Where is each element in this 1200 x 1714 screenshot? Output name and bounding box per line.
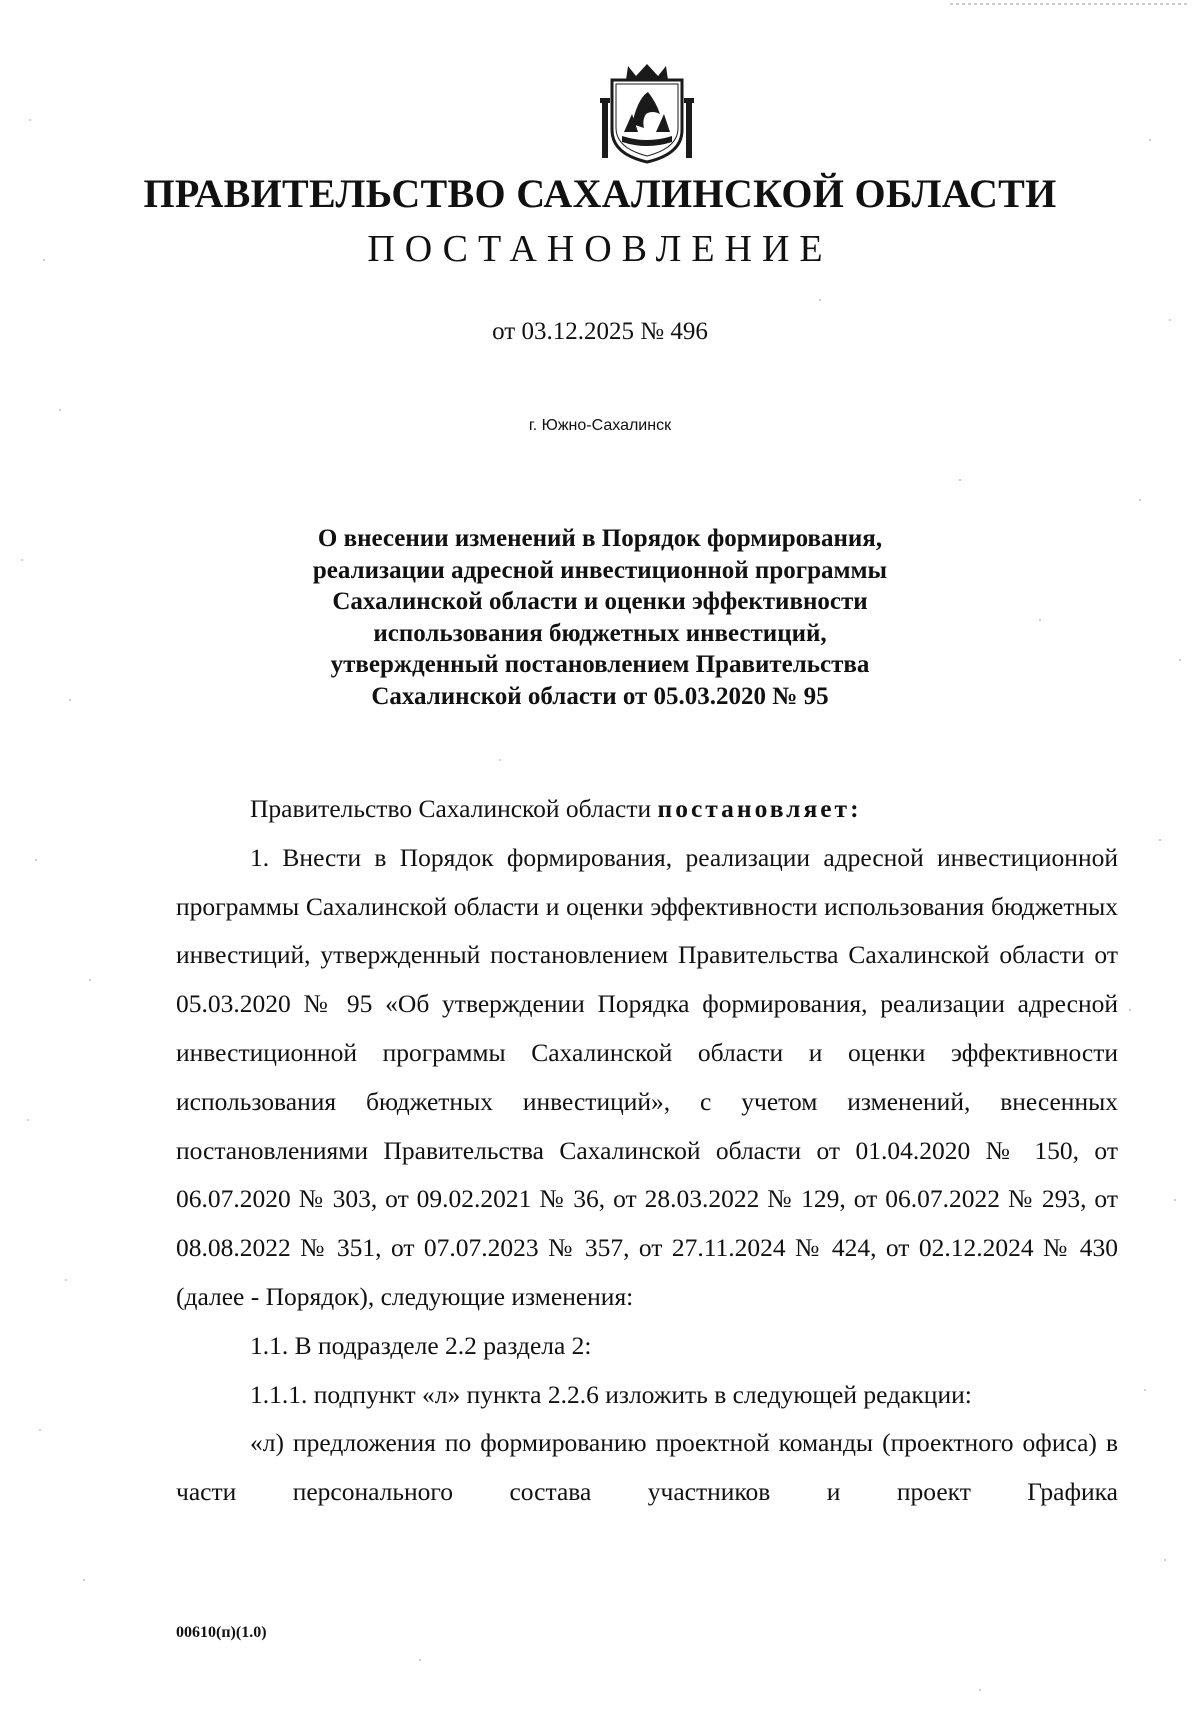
- form-code: 00610(п)(1.0): [176, 1624, 267, 1641]
- subject-line: использования бюджетных инвестиций,: [373, 619, 827, 647]
- subject-line: реализации адресной инвестиционной программы: [312, 556, 888, 584]
- subject-line: О внесении изменений в Порядок формирования,: [317, 525, 883, 552]
- coat-of-arms-icon: [598, 62, 696, 164]
- preamble: [176, 785, 1118, 834]
- subject-line: утвержденный постановлением Правительства: [330, 651, 870, 678]
- paragraph-1: 1. Внести в Порядок формирования, реализации адресной инвестиционной программы Сахалинской области и оценки эффективности использования бюджетных инвестиций, утвержденный постановлением Правительства Сахалинской области от 05.03.2020 № 95 «Об утверждении Порядка формирования, реализации адресной инвестиционной программы Сахалинской области и оценки эффективности использования бюджетных инвестиций», с учетом изменений, внесенных постановлениями Правительства Сахалинской области от 01.04.2020 № 150, от 06.07.2020 № 303, от 09.02.2021 № 36, от 28.03.2022 № 129, от 06.07.2022 № 293, от 08.08.2022 № 351, от 07.07.2023 № 357, от 27.11.2024 № 424, от 02.12.2024 № 430 (далее - Порядок), следующие изменения:: [176, 842, 1118, 1311]
- preamble-text: Правительство Сахалинской области: [250, 794, 658, 823]
- subject-line: Сахалинской области и оценки эффективности: [332, 588, 868, 615]
- subject-line: Сахалинской области от 05.03.2020 № 95: [371, 682, 829, 710]
- document-body: [176, 785, 1118, 1517]
- preamble-keyword: постановляет:: [657, 794, 862, 823]
- document-place: г. Южно-Сахалинск: [528, 417, 672, 434]
- document-subject: [290, 523, 910, 712]
- paragraph-1-1-1: 1.1.1. подпункт «л» пункта 2.2.6 изложить в следующей редакции:: [250, 1379, 972, 1409]
- organization-title: ПРАВИТЕЛЬСТВО САХАЛИНСКОЙ ОБЛАСТИ: [143, 171, 1057, 216]
- paragraph-1-1: 1.1. В подразделе 2.2 раздела 2:: [250, 1330, 592, 1360]
- document-date-number: от 03.12.2025 № 496: [492, 318, 708, 345]
- document-type: ПОСТАНОВЛЕНИЕ: [367, 228, 833, 270]
- paragraph-l: «л) предложения по формированию проектной команды (проектного офиса) в части персонального состава участников и проект Графика: [176, 1428, 1118, 1507]
